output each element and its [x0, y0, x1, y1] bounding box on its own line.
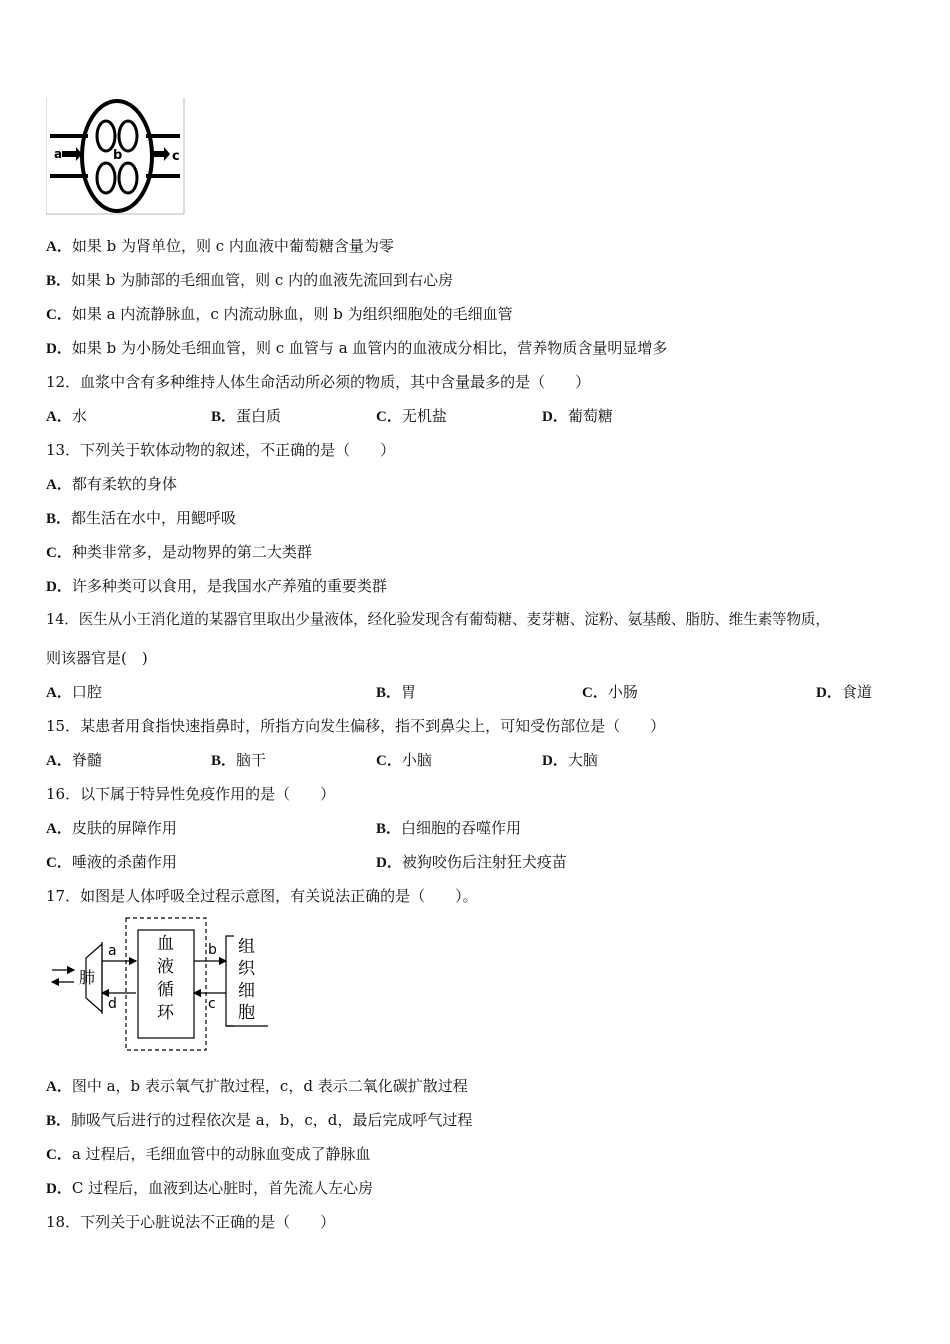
respiration-figure [46, 916, 276, 1056]
q15-option-d: D．大脑 [542, 751, 598, 769]
q12-stem: 12．血浆中含有多种维持人体生命活动所必须的物质，其中含量最多的是（ ） [46, 373, 591, 391]
q13-stem: 13．下列关于软体动物的叙述，不正确的是（ ） [46, 441, 396, 459]
q16-option-d: D．被狗咬伤后注射狂犬疫苗 [376, 853, 567, 871]
q15-option-a: A．脊髓 [46, 751, 102, 769]
q11-option-c [46, 304, 513, 325]
option-text: 如果 b 为肾单位，则 c 内血液中葡萄糖含量为零 [71, 237, 394, 255]
option-label: D． [46, 341, 72, 357]
arrow-label-a: a [108, 943, 117, 959]
option-label: C． [46, 307, 72, 323]
q14-option-b: B．胃 [376, 683, 417, 701]
blood-char-2: 液 [157, 957, 174, 977]
blood-char-3: 循 [157, 980, 174, 1000]
capillary-figure [46, 98, 186, 216]
option-text: 如果 a 内流静脉血，c 内流动脉血，则 b 为组织细胞处的毛细血管 [71, 305, 513, 323]
q17-option-d: D．C 过程后，血液到达心脏时，首先流人左心房 [46, 1179, 374, 1197]
q13-option-b: B．都生活在水中，用鳃呼吸 [46, 509, 237, 527]
q11-option-b [46, 270, 453, 291]
arrow-label-d: d [108, 996, 117, 1012]
tissue-char-2: 织 [238, 959, 255, 979]
q14-stem-line2: 则该器官是( ) [46, 649, 148, 667]
q17-option-b: B．肺吸气后进行的过程依次是 a，b，c，d，最后完成呼气过程 [46, 1111, 473, 1129]
q17-option-a: A．图中 a，b 表示氧气扩散过程，c，d 表示二氧化碳扩散过程 [46, 1077, 468, 1095]
q17-option-c: C．a 过程后，毛细血管中的动脉血变成了静脉血 [46, 1145, 371, 1163]
q11-option-d [46, 338, 667, 359]
tissue-char-1: 组 [238, 937, 255, 957]
q17-stem: 17．如图是人体呼吸全过程示意图，有关说法正确的是（ ）。 [46, 887, 478, 905]
option-text: 如果 b 为肺部的毛细血管，则 c 内的血液先流回到右心房 [71, 271, 454, 289]
q16-option-a: A．皮肤的屏障作用 [46, 819, 177, 837]
q16-stem: 16．以下属于特异性免疫作用的是（ ） [46, 785, 336, 803]
arrow-label-c: c [208, 996, 216, 1012]
q12-option-b: B．蛋白质 [211, 407, 282, 425]
q14-option-d: D．食道 [816, 683, 872, 701]
q16-option-c: C．唾液的杀菌作用 [46, 853, 177, 871]
blood-char-1: 血 [157, 934, 174, 954]
q13-option-c: C．种类非常多，是动物界的第二大类群 [46, 543, 312, 561]
q15-option-b: B．脑干 [211, 751, 267, 769]
q13-option-a: A．都有柔软的身体 [46, 475, 177, 493]
figure1-label-c: c [172, 149, 180, 164]
q15-stem: 15．某患者用食指快速指鼻时，所指方向发生偏移，指不到鼻尖上，可知受伤部位是（ ） [46, 717, 666, 735]
q12-option-c: C．无机盐 [376, 407, 447, 425]
tissue-char-3: 细 [238, 981, 255, 1001]
option-label: B． [46, 273, 72, 289]
figure1-label-a: a [54, 147, 63, 161]
option-text: 如果 b 为小肠处毛细血管，则 c 血管与 a 血管内的血液成分相比，营养物质含量明显增多 [71, 339, 668, 357]
lung-label: 肺 [79, 968, 96, 987]
q14-stem-line1: 14．医生从小王消化道的某器官里取出少量液体，经化验发现含有葡萄糖、麦芽糖、淀粉、氨基酸、脂肪、维生素等物质， [46, 611, 830, 628]
q12-option-a: A．水 [46, 407, 87, 425]
option-label: A． [46, 239, 72, 255]
q16-option-b: B．白细胞的吞噬作用 [376, 819, 522, 837]
tissue-char-4: 胞 [238, 1003, 255, 1023]
q14-option-c: C．小肠 [582, 683, 638, 701]
q14-option-a: A．口腔 [46, 683, 102, 701]
arrow-label-b: b [208, 942, 217, 958]
q13-option-d: D．许多种类可以食用，是我国水产养殖的重要类群 [46, 577, 387, 595]
q18-stem: 18．下列关于心脏说法不正确的是（ ） [46, 1213, 336, 1231]
figure1-label-b: b [113, 148, 123, 163]
blood-char-4: 环 [157, 1003, 174, 1023]
q11-option-a [46, 236, 394, 257]
q12-option-d: D．葡萄糖 [542, 407, 613, 425]
q15-option-c: C．小脑 [376, 751, 432, 769]
